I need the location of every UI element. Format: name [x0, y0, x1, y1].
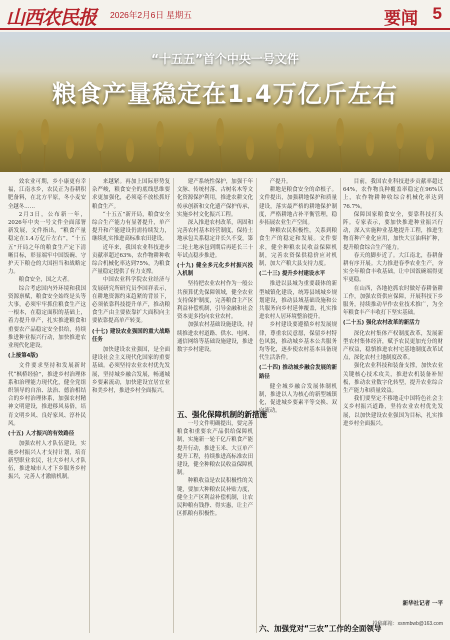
issue-date: 2026年2月6日 星期五: [110, 10, 192, 20]
headline-kicker: “十五五”首个中央一号文件: [151, 52, 299, 66]
paragraph: 2月3日，公布新一年，2026年中央一号文件全面部署新发展，文件指出，“粮食产量稳定在1.4万亿斤左右”，“十五五”开局之年的粮食生产定下清晰目标，彰显端牢中国饭碗、守护天下粮仓的大国担当和战略定力。: [8, 211, 86, 276]
subheading: (二十五) 强化农村改革的新活力: [343, 320, 420, 327]
paragraph: 一号文件明确提出，要完善粮食和重要农产品供给保障机制，实施新一轮千亿斤粮食产能提升行动，推进玉米、大豆单产提升工程，持续推进高标准农田建设，健全种粮农民收益保障机制。: [177, 421, 253, 477]
column-divider: [340, 178, 341, 633]
article-column-4: [259, 178, 337, 621]
paragraph: 加快建设农业强国，是全面建设社会主义现代化国家的重要基础。必须坚持农业农村优先发展，坚持城乡融合发展，畅通城乡要素流动，加快建设宜居宜业和美乡村，推进乡村全面振兴。: [92, 347, 170, 395]
paragraph: 强化农业科技和装备支撑，加快农业关键核心技术攻关，推进农机装备补短板，推动农业数字化转型，提升农业综合生产能力和质量效益。: [343, 363, 443, 395]
contact-email: 投稿邮箱：xsnmbwb@163.com: [372, 621, 443, 627]
section-heading-5: 五、强化保障机制的新措施: [177, 410, 267, 419]
hero-wheat-photo: [0, 32, 450, 172]
section-title: 要闻: [384, 9, 418, 29]
paragraph: “十五五”新开局，粮食安全综合生产能力有显著提升，单产提升和产能建设仍需持续发力，继续扎实推进高标准农田建设。: [92, 211, 170, 243]
paragraph: 加强农村人才队伍建设，实施乡村振兴人才支持计划，培育新型职业农民，壮大乡村人才队伍，推进城市人才下乡服务乡村振兴，完善人才激励机制。: [8, 441, 86, 481]
paragraph: 春天的脚步近了。大江南北，春耕备耕有序开展。大力推进春季农业生产，夯实全年粮食丰收基础，让中国饭碗端得更牢更稳。: [343, 252, 443, 284]
column-divider: [173, 178, 174, 633]
paragraph: 耕地是粮食安全的命根子。文件提出，加强耕地保护和质量建设，落实最严格的耕地保护制度，严格耕地占补平衡管理，稳步拓展农业生产空间。: [259, 187, 337, 227]
section-heading-6: 六、加强党对“三农”工作的全面领导: [259, 624, 382, 633]
paragraph: 深化农村集体产权制度改革，发展新型农村集体经济，赋予农民更加充分的财产权益，稳慎推进农村宅基地制度改革试点，深化农村土地制度改革。: [343, 330, 443, 362]
paragraph: 保障国家粮食安全，要靠科技打头阵。专家表示，要加快推进种业振兴行动，深入实施种业基地提升工程，推进生物育种产业化应用，加快大豆油料扩种，提升粮食综合生产能力。: [343, 211, 443, 251]
paragraph: 推进以县城为重要载体的新型城镇化建设，统筹县域城乡规划建设，推动县域基础设施和公共服务向乡村延伸覆盖，扎实推进农村人居环境整治提升。: [259, 281, 337, 321]
subheading: (二十三) 提升乡村建设水平: [259, 271, 326, 278]
paragraph: 效农业可期，乡小康更有幸福，江南水乡，农民正为春耕积肥备料，在北方平原，冬小麦安全越冬……: [8, 179, 86, 210]
paragraph: 乡村建设要遵循乡村发展规律，尊重农民意愿，保留乡村特色风貌，推动城乡基本公共服务均等化，逐步使农村基本具备现代生活条件。: [259, 322, 337, 362]
paragraph: 粮食安全，国之大者。: [18, 277, 73, 284]
column-divider: [256, 178, 257, 633]
page-number: 5: [432, 4, 442, 23]
paragraph: 来越紧。再加上国际形势复杂严峻，粮食安全的底线思维要求更加强化，必须毫不放松抓好粮食生产。: [92, 179, 170, 210]
paragraph: 目前，我国农业科技进步贡献率超过64%，农作物良种覆盖率稳定在96%以上，农作物耕种收综合机械化率达到76.7%。: [343, 179, 443, 210]
paragraph: 建产系统性保护，加强千年文脉、传统村落、古树名木等文化资源保护利用，推进农耕文化传承创新和文化遗产保护传承，实施乡村文化振兴工程。: [177, 179, 253, 218]
paragraph: 文件要求坚持和发展新时代“枫桥经验”，推进乡村治理体系和治理能力现代化，健全党组织领导的自治、法治、德治相结合的乡村治理体系，加强农村精神文明建设，推进移风易俗，培育文明乡风、良好家风、淳朴民风。: [8, 363, 86, 427]
newspaper-logo: 山西农民报: [6, 7, 97, 29]
author-byline: 新华社记者 一平: [402, 601, 443, 607]
paragraph: 产提升。: [269, 179, 292, 185]
paragraph: 我们要坚定不移地走中国特色社会主义乡村振兴道路，坚持农业农村优先发展，以加快建设农业强国为目标，扎实推进乡村全面振兴。: [343, 396, 443, 427]
article-column-2: [92, 178, 170, 628]
subheading: (上接第4版): [8, 353, 39, 360]
paragraph: 综合考虑国内外环境和我国资源禀赋，粮食安全始终是头等大事，必须牢牢抓住粮食生产这一根本，在稳定面积的基础上，着力提升单产，扎实推进粮食和重要农产品稳定安全供给，持续推进种业振兴行动，加快推进农业现代化建设。: [8, 285, 86, 350]
paragraph: 深入推进农村改革，巩固和完善农村基本经营制度，保持土地承包关系稳定并长久不变，第二轮土地承包到期后再延长三十年试点稳步推进。: [177, 220, 253, 259]
subheading: (十七) 建设农业强国的重大战略任务: [92, 328, 170, 343]
paragraph: 加强农村基础设施建设，持续推进农村道路、供水、电网、通信网络等基础设施建设，推进数字乡村建设。: [177, 322, 253, 354]
masthead: [0, 0, 450, 30]
article-column-3: [177, 178, 253, 406]
subheading: (十九) 健全多元化乡村振兴投入机制: [177, 263, 253, 278]
article-column-3-lower: [177, 420, 253, 630]
article-column-1: [8, 178, 86, 628]
subheading: (十五) 人才振兴的有效路径: [8, 431, 75, 438]
paragraph: 种粮农民积极性，关系到粮食生产的稳定和发展。文件要求，健全种粮农民收益保障机制，完善农资保供稳价应对机制，加大产粮大县支持力度。: [259, 228, 337, 268]
column-divider: [89, 178, 90, 633]
paragraph: 种粮收益是农民积极性的关键，要加大种粮农民补贴力度，健全主产区利益补偿机制，让农民种粮有钱挣、得实惠，让主产区抓粮有积极性。: [177, 478, 253, 518]
paragraph: 中国农业科学院农业经济与发展研究所研究员李国祥表示，在耕地资源约束趋紧的背景下，必须依靠科技提升单产，推动粮食生产由主要依靠扩大面积向主要依靠提高单产转变。: [92, 277, 170, 325]
paragraph: 坚持把农业农村作为一般公共预算优先保障领域，健全农业支持保护制度，完善粮食主产区利益补偿机制，引导金融和社会资本更多投向农业农村。: [177, 281, 253, 321]
paragraph: 近年来，我国农业科技进步贡献率超过63%，农作物耕种收综合机械化率达到75%，为粮食产量稳定提供了有力支撑。: [92, 244, 170, 276]
paragraph: 健全城乡融合发展体制机制，推进以人为核心的新型城镇化，促进城乡要素平等交换、双向流动。: [259, 383, 337, 415]
main-headline: 粮食产量稳定在1.4万亿斤左右: [52, 80, 398, 108]
article-column-5: [343, 178, 443, 596]
paragraph: 在山西，各地抢抓农时做好春耕备耕工作，加强农资供应保障，开展科技下乡服务，持续推动旱作农业技术推广，为全年粮食丰产丰收打下坚实基础。: [343, 285, 443, 317]
subheading: (二十四) 推动城乡融合发展的新路径: [259, 365, 337, 380]
